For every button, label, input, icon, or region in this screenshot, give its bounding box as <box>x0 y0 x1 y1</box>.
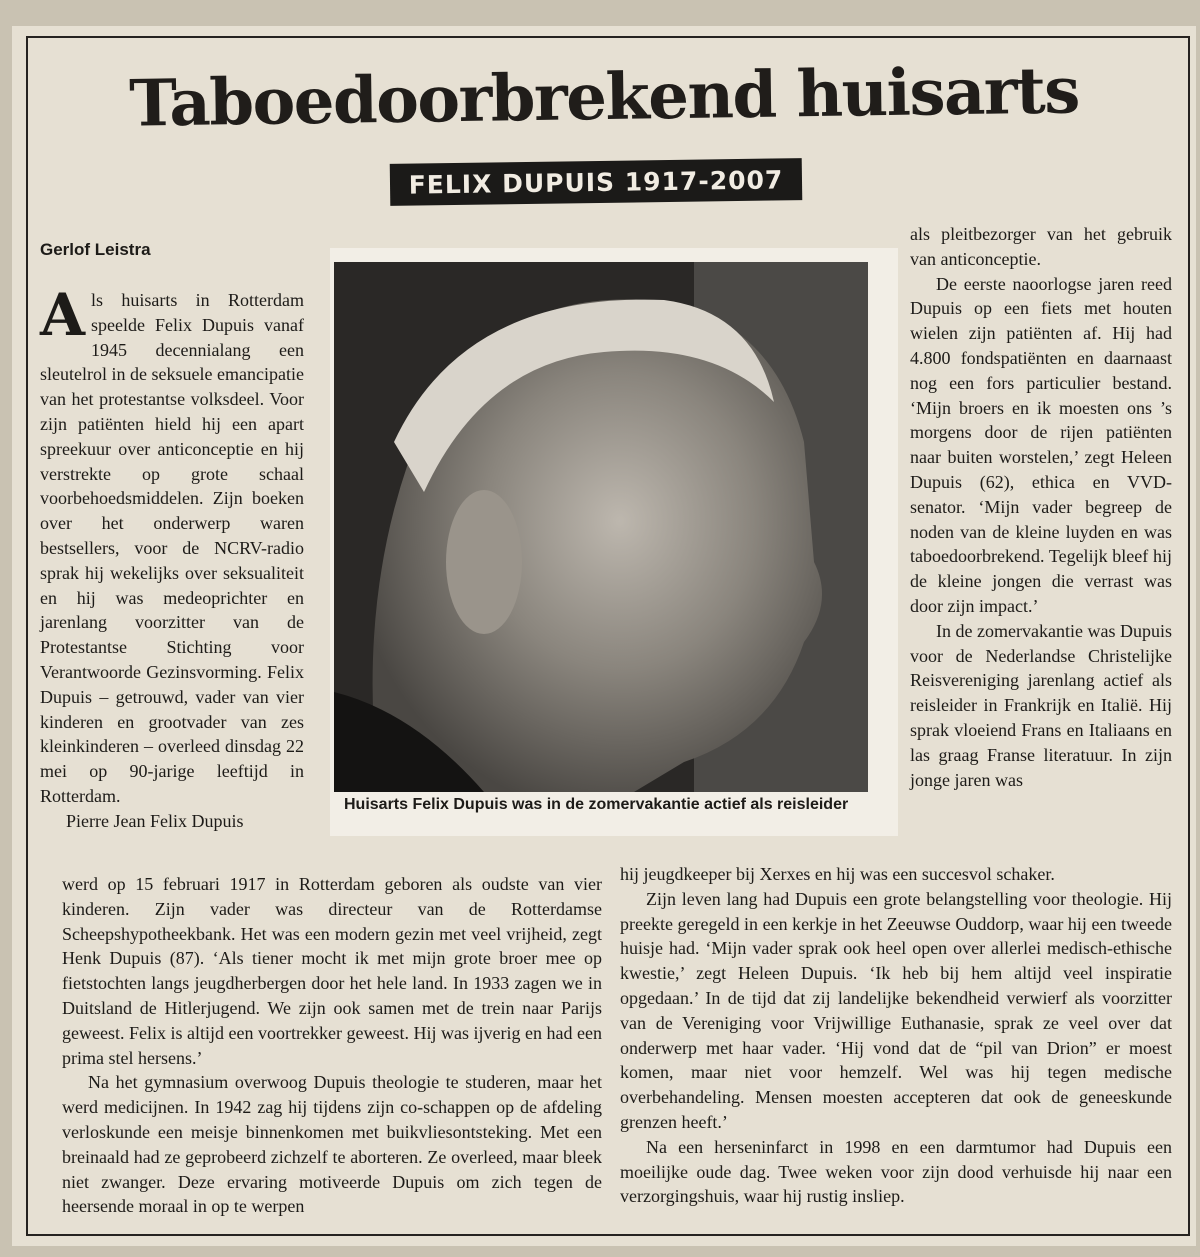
headline: Taboedoorbrekend huisarts <box>128 53 1080 142</box>
bottom-right-column <box>620 862 1172 1209</box>
right-column <box>910 222 1172 792</box>
paragraph: werd op 15 februari 1917 in Rotterdam geboren als oudste van vier kinderen. Zijn vader was directeur van de Rotterdamse Scheepshypotheekbank. Het was een modern gezin met veel vrijheid, zegt Henk Dupuis (87). ‘Als tiener mocht ik met mijn grote broer mee op fietstochten langs jeugdherbergen door het hele land. In 1933 zagen we in Duitsland de Hitlerjugend. We zijn ook samen met de trein naar Parijs geweest. Felix is altijd een voortrekker geweest. Hij was ijverig en had een prima stel hersens.’ <box>62 874 602 1068</box>
paragraph: Zijn leven lang had Dupuis een grote belangstelling voor theologie. Hij preekte geregeld in een kerkje in het Zeeuwse Ouddorp, waar hij een tweede huisje had. ‘Mijn vader sprak ook heel open over allerlei medisch-ethische kwestie,’ zegt Heleen Dupuis. ‘Ik heb bij hem altijd veel inspiratie opgedaan.’ In de tijd dat zij landelijke bekendheid verwierf als voorzitter van de Vereniging voor Vrijwillige Euthanasie, sprak ze veel over dat onderwerp met haar vader. ‘Hij vond dat de “pil van Drion” er moest komen, maar niet voor hemzelf. Wel was hij tegen medische overbehandeling. Mensen moesten accepteren dat ook de geneeskunde grenzen heeft.’ <box>620 888 1172 1132</box>
paragraph: De eerste naoorlogse jaren reed Dupuis op een fiets met houten wielen zijn patiënten af. Hij had 4.800 fondspatiënten en daarnaast nog een fors particulier bestand. ‘Mijn broers en ik moesten ons ’s morgens door de rijen patiënten naar buiten worstelen,’ zegt Heleen Dupuis (62), ethica en VVD-senator. ‘Mijn vader begreep de noden van de kleine luyden en was taboedoorbrekend. Tegelijk bleef hij de kleine jongen die verrast was door zijn impact.’ <box>910 273 1172 616</box>
paragraph: als pleitbezorger van het gebruik van anticonceptie. <box>910 224 1172 269</box>
paragraph: Na een herseninfarct in 1998 en een darmtumor had Dupuis een moeilijke oude dag. Twee weken voor zijn dood verhuisde hij naar een verzorgingshuis, waar hij rustig insliep. <box>620 1136 1172 1207</box>
paragraph-text: ls huisarts in Rotterdam speelde Felix Dupuis vanaf 1945 decennialang een sleutelrol in de seksuele emancipatie van het protestantse volksdeel. Voor zijn patiënten hield hij een apart spreekuur over anticonceptie en hij verstrekte op grote schaal voorbehoedsmiddelen. Zijn boeken over het onderwerp waren bestsellers, voor de NCRV-radio sprak hij wekelijks over seksualiteit en hij was medeoprichter en jarenlang voorzitter van de Protestantse Stichting voor Verantwoorde Gezinsvorming. Felix Dupuis – getrouwd, vader van vier kinderen en grootvader van zes kleinkinderen – overleed dinsdag 22 mei op 90-jarige leeftijd in Rotterdam. <box>40 290 304 806</box>
paragraph <box>40 281 304 809</box>
left-column <box>40 281 304 834</box>
portrait-photo <box>334 262 868 792</box>
subhead-banner: FELIX DUPUIS 1917-2007 <box>390 158 803 206</box>
paragraph: Pierre Jean Felix Dupuis <box>66 810 244 831</box>
paragraph: In de zomervakantie was Dupuis voor de Nederlandse Christelijke Reisvereniging jarenlang actief als reisleider in Frankrijk en Italië. Hij sprak vloeiend Frans en Italiaans en las graag Franse literatuur. In zijn jonge jaren was <box>910 620 1172 790</box>
byline: Gerlof Leistra <box>40 240 151 259</box>
photo-caption: Huisarts Felix Dupuis was in de zomervakantie actief als reisleider <box>344 796 849 813</box>
portrait-image <box>334 262 868 792</box>
newspaper-page <box>12 26 1196 1246</box>
paragraph: hij jeugdkeeper bij Xerxes en hij was een succesvol schaker. <box>620 864 1055 884</box>
bottom-left-column <box>62 872 602 1219</box>
paragraph: Na het gymnasium overwoog Dupuis theologie te studeren, maar het werd medicijnen. In 1942 zag hij tijdens zijn co-schappen op de afdeling verloskunde een meisje binnenkomen met buikvliesontsteking. Met een breinaald had ze geprobeerd zichzelf te aborteren. Ze overleed, maar bleek niet zwanger. Deze ervaring motiveerde Dupuis om zich tegen de heersende moraal in op te werpen <box>62 1072 602 1217</box>
drop-cap: A <box>40 281 86 349</box>
